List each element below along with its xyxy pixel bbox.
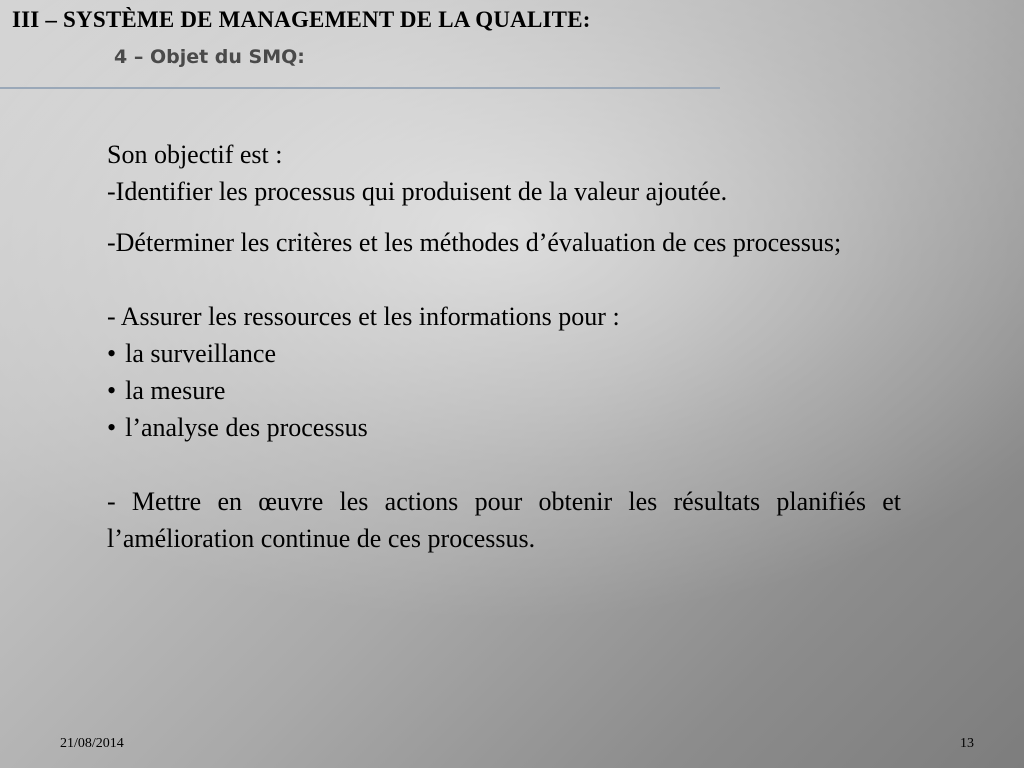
page-number: 13 [960,736,974,751]
slide-body [107,136,901,557]
bullet-item-mesure: • la mesure [107,372,901,409]
title-divider [0,87,720,89]
bullet-list [107,335,901,446]
slide-subtitle: 4 – Objet du SMQ: [114,46,305,68]
objective-implement: - Mettre en œuvre les actions pour obtenir les résultats planifiés et l’amélioration continue de ces processus. [107,487,901,553]
objective-determine: -Déterminer les critères et les méthodes d’évaluation de ces processus; [107,228,842,257]
objective-identify: -Identifier les processus qui produisent de la valeur ajoutée. [107,177,728,206]
slide-title: III – SYSTÈME DE MANAGEMENT DE LA QUALITE: [12,7,591,32]
footer-date: 21/08/2014 [60,736,124,751]
spacer [107,210,901,224]
spacer [107,261,901,298]
bullet-item-analyse: • l’analyse des processus [107,409,901,446]
spacer [107,446,901,483]
bullet-item-surveillance: • la surveillance [107,335,901,372]
objective-ensure: - Assurer les ressources et les informations pour : [107,302,620,331]
intro-text: Son objectif est : [107,140,283,169]
